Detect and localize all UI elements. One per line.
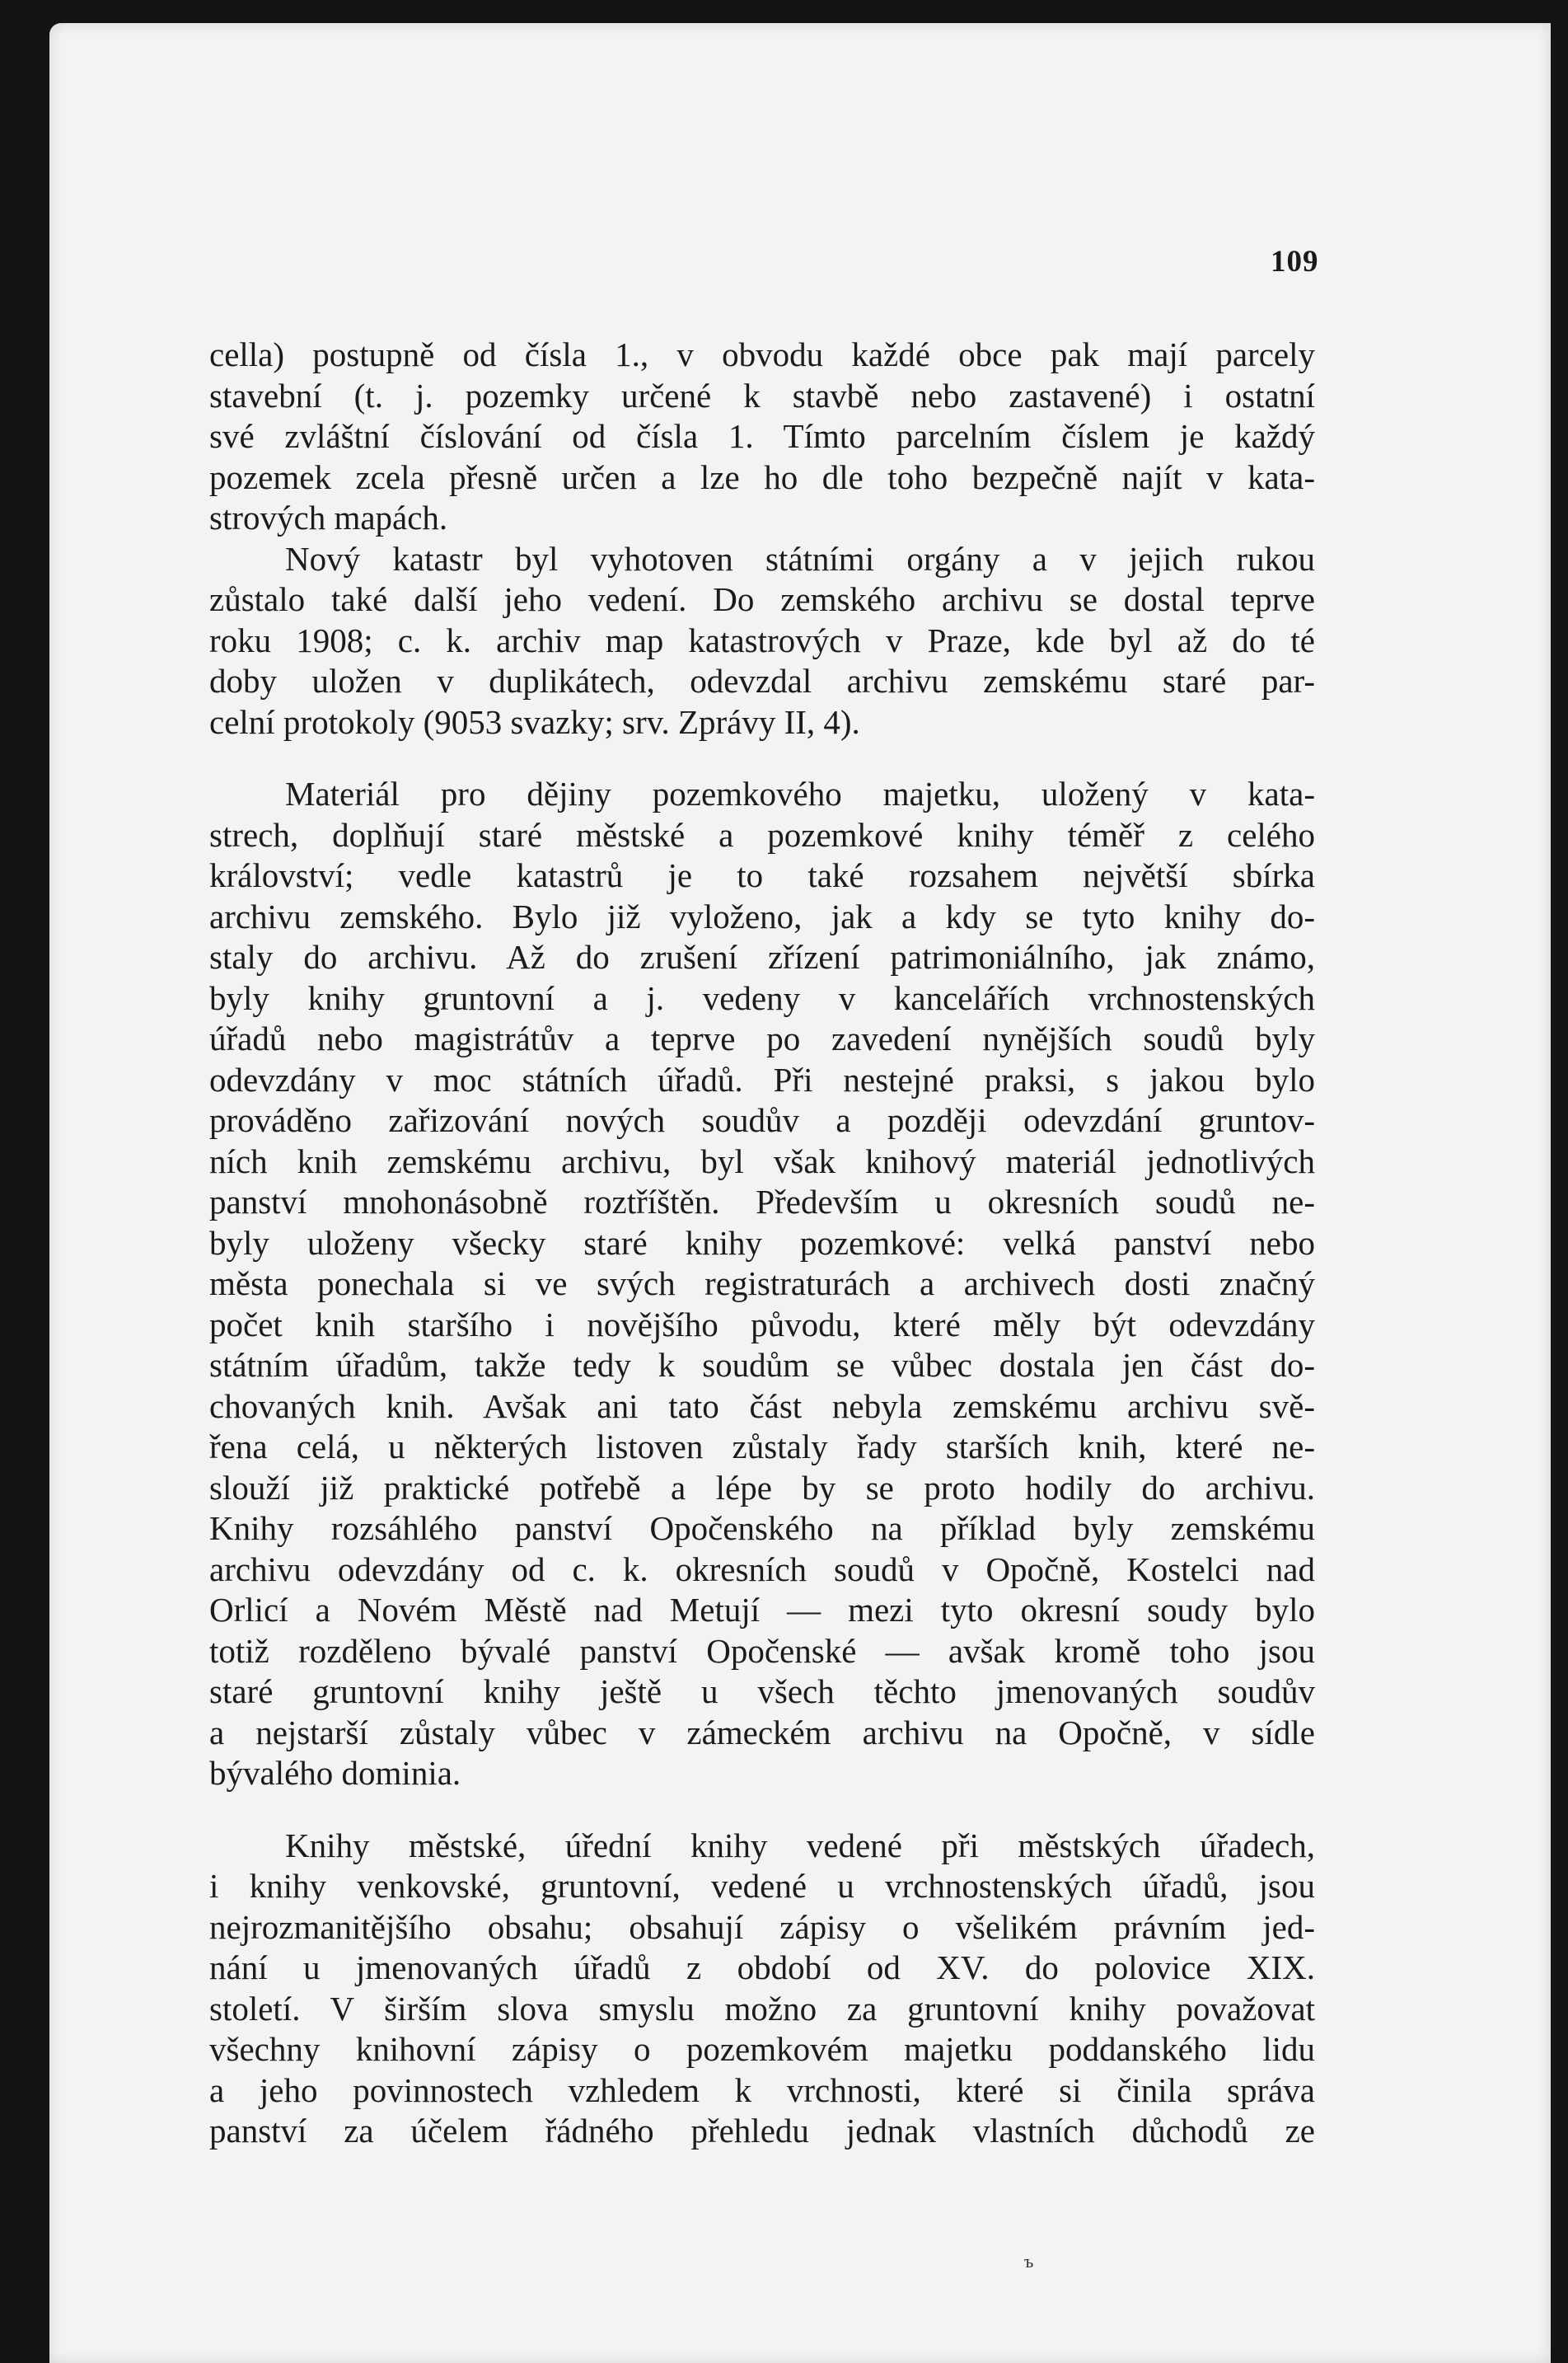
text-line: Nový katastr byl vyhotoven státními orgány a v jejich rukou <box>285 539 1315 578</box>
text-line: staré gruntovní knihy ještě u všech těchto jmenovaných soudův <box>209 1672 1315 1710</box>
text-line: ních knih zemskému archivu, byl však knihový materiál jednotlivých <box>209 1142 1315 1180</box>
body-text <box>209 335 1315 2152</box>
paragraph-1 <box>209 335 1315 539</box>
text-line: panství mnohonásobně roztříštěn. Především u okresních soudů ne- <box>209 1183 1315 1221</box>
text-line: strech, doplňují staré městské a pozemkové knihy téměř z celého <box>209 815 1315 854</box>
page-number: 109 <box>1271 245 1319 279</box>
text-line: staly do archivu. Až do zrušení zřízení patrimoniálního, jak známo, <box>209 938 1315 976</box>
text-line: všechny knihovní zápisy o pozemkovém majetku poddanského lidu <box>209 2030 1315 2068</box>
text-line: Materiál pro dějiny pozemkového majetku, uložený v kata- <box>285 775 1315 813</box>
text-line: pozemek zcela přesně určen a lze ho dle toho bezpečně najít v kata- <box>209 457 1315 496</box>
text-line: archivu zemského. Bylo již vyloženo, jak a kdy se tyto knihy do- <box>209 897 1315 935</box>
text-line: století. V širším slova smyslu možno za gruntovní knihy považovat <box>209 1989 1315 2028</box>
paragraph-gap <box>209 743 1315 774</box>
paragraph-3 <box>209 774 1315 1794</box>
text-line: roku 1908; c. k. archiv map katastrových v Praze, kde byl až do té <box>209 621 1315 659</box>
text-line: i knihy venkovské, gruntovní, vedené u vrchnostenských úřadů, jsou <box>209 1867 1315 1905</box>
text-line: království; vedle katastrů je to také rozsahem největší sbírka <box>209 856 1315 894</box>
text-line: stavební (t. j. pozemky určené k stavbě nebo zastavené) i ostatní <box>209 376 1315 415</box>
paragraph-2 <box>209 539 1315 743</box>
text-line: cella) postupně od čísla 1., v obvodu každé obce pak mají parcely <box>209 335 1315 373</box>
text-line: slouží již praktické potřebě a lépe by se proto hodily do archivu. <box>209 1468 1315 1507</box>
text-line: Knihy rozsáhlého panství Opočenského na příklad byly zemskému <box>209 1509 1315 1547</box>
text-line: celní protokoly (9053 svazky; srv. Zprávy II, 4). <box>209 702 860 741</box>
text-line: státním úřadům, takže tedy k soudům se vůbec dostala jen část do- <box>209 1346 1315 1384</box>
text-line: Knihy městské, úřední knihy vedené při městských úřadech, <box>285 1826 1315 1864</box>
text-line: své zvláštní číslování od čísla 1. Tímto parcelním číslem je každý <box>209 417 1315 455</box>
text-line: odevzdány v moc státních úřadů. Při nestejné praksi, s jakou bylo <box>209 1060 1315 1099</box>
text-line: počet knih staršího i novějšího původu, které měly být odevzdány <box>209 1305 1315 1343</box>
text-line: totiž rozděleno bývalé panství Opočenské — avšak kromě toho jsou <box>209 1631 1315 1670</box>
text-line: bývalého dominia. <box>209 1754 461 1792</box>
text-line: archivu odevzdány od c. k. okresních soudů v Opočně, Kostelci nad <box>209 1550 1315 1588</box>
text-line: zůstalo také další jeho vedení. Do zemského archivu se dostal teprve <box>209 580 1315 618</box>
text-line: města ponechala si ve svých registraturách a archivech dosti značný <box>209 1264 1315 1302</box>
text-line: a nejstarší zůstaly vůbec v zámeckém archivu na Opočně, v sídle <box>209 1713 1315 1751</box>
text-line: úřadů nebo magistrátův a teprve po zavedení nynějších soudů byly <box>209 1020 1315 1057</box>
text-line: prováděno zařizování nových soudův a později odevzdání gruntov- <box>209 1101 1315 1139</box>
scanned-page <box>49 23 1551 2363</box>
paragraph-4 <box>209 1826 1315 2152</box>
text-line: nejrozmanitějšího obsahu; obsahují zápisy o všelikém právním jed- <box>209 1907 1315 1946</box>
text-line: byly uloženy všecky staré knihy pozemkové: velká panství nebo <box>209 1223 1315 1262</box>
text-line: doby uložen v duplikátech, odevzdal archivu zemskému staré par- <box>209 662 1315 700</box>
text-line: byly knihy gruntovní a j. vedeny v kancelářích vrchnostenských <box>209 978 1315 1017</box>
text-line: Orlicí a Novém Městě nad Metují — mezi tyto okresní soudy bylo <box>209 1591 1315 1629</box>
text-line: strových mapách. <box>209 499 448 537</box>
text-line: řena celá, u některých listoven zůstaly řady starších knih, které ne- <box>209 1428 1315 1465</box>
paragraph-gap <box>209 1794 1315 1826</box>
text-line: panství za účelem řádného přehledu jednak vlastních důchodů ze <box>209 2112 1315 2150</box>
scan-mark: ъ <box>1024 2251 1034 2272</box>
text-line: a jeho povinnostech vzhledem k vrchnosti, které si činila správa <box>209 2070 1315 2109</box>
text-line: chovaných knih. Avšak ani tato část nebyla zemskému archivu svě- <box>209 1386 1315 1425</box>
text-line: nání u jmenovaných úřadů z období od XV. do polovice XIX. <box>209 1948 1315 1986</box>
